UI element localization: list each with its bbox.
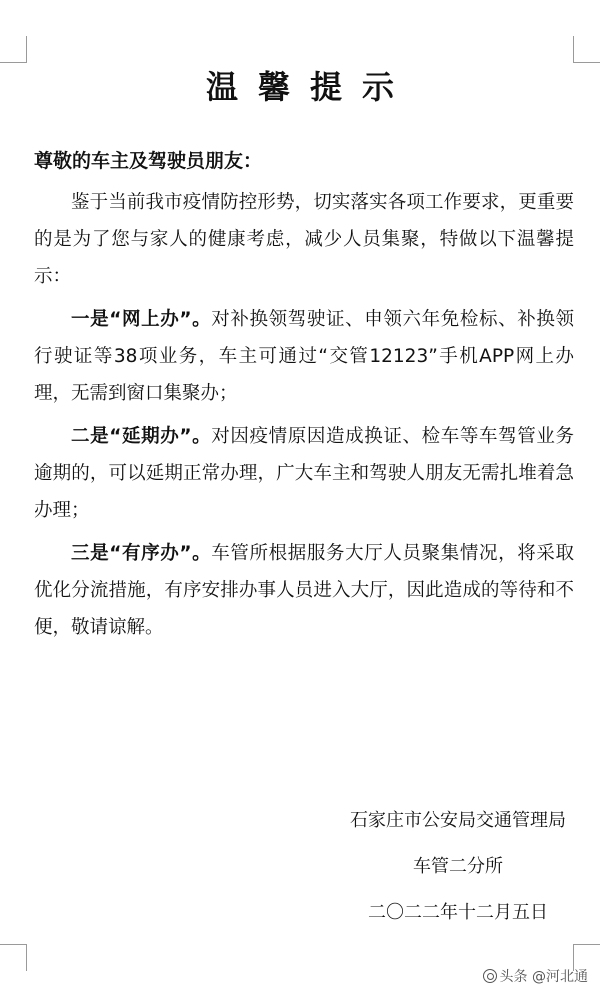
item-text: 车管所根据服务大厅人员聚集情况，将采取优化分流措施，有序安排办事人员进入大厅，因此造成的等待和不便，敬请谅解。 xyxy=(34,543,574,638)
item-lead: 二是“延期办”。 xyxy=(71,426,212,447)
corner-mark-bottom-left xyxy=(0,944,27,971)
camera-lens-icon xyxy=(483,969,497,983)
signature-org: 石家庄市公安局交通管理局 xyxy=(350,810,566,831)
item-text: 对因疫情原因造成换证、检车等车驾管业务逾期的，可以延期正常办理，广大车主和驾驶人朋友无需扎堆着急办理； xyxy=(34,426,574,521)
item-lead: 三是“有序办”。 xyxy=(71,543,212,564)
corner-mark-top-right xyxy=(573,36,600,63)
item-lead: 一是“网上办”。 xyxy=(71,309,212,330)
salutation: 尊敬的车主及驾驶员朋友： xyxy=(34,150,263,172)
item-paragraph-2 xyxy=(34,418,574,529)
signature-dept: 车管二分所 xyxy=(413,856,503,877)
item-paragraph-3 xyxy=(34,535,574,646)
notice-body xyxy=(34,184,574,652)
signature-block xyxy=(350,798,566,936)
intro-paragraph: 鉴于当前我市疫情防控形势，切实落实各项工作要求，更重要的是为了您与家人的健康考虑，减少人员集聚，特做以下温馨提示： xyxy=(34,192,574,287)
item-text: 对补换领驾驶证、申领六年免检标、补换领行驶证等38项业务，车主可通过“交管12123”手机APP网上办理，无需到窗口集聚办； xyxy=(34,309,574,404)
item-paragraph-1 xyxy=(34,301,574,412)
corner-mark-top-left xyxy=(0,36,27,63)
watermark xyxy=(483,966,588,986)
signature-date: 二〇二二年十二月五日 xyxy=(368,902,548,923)
notice-title: 温馨提示 xyxy=(205,68,414,107)
watermark-text: 头条 @河北通 xyxy=(499,969,588,985)
